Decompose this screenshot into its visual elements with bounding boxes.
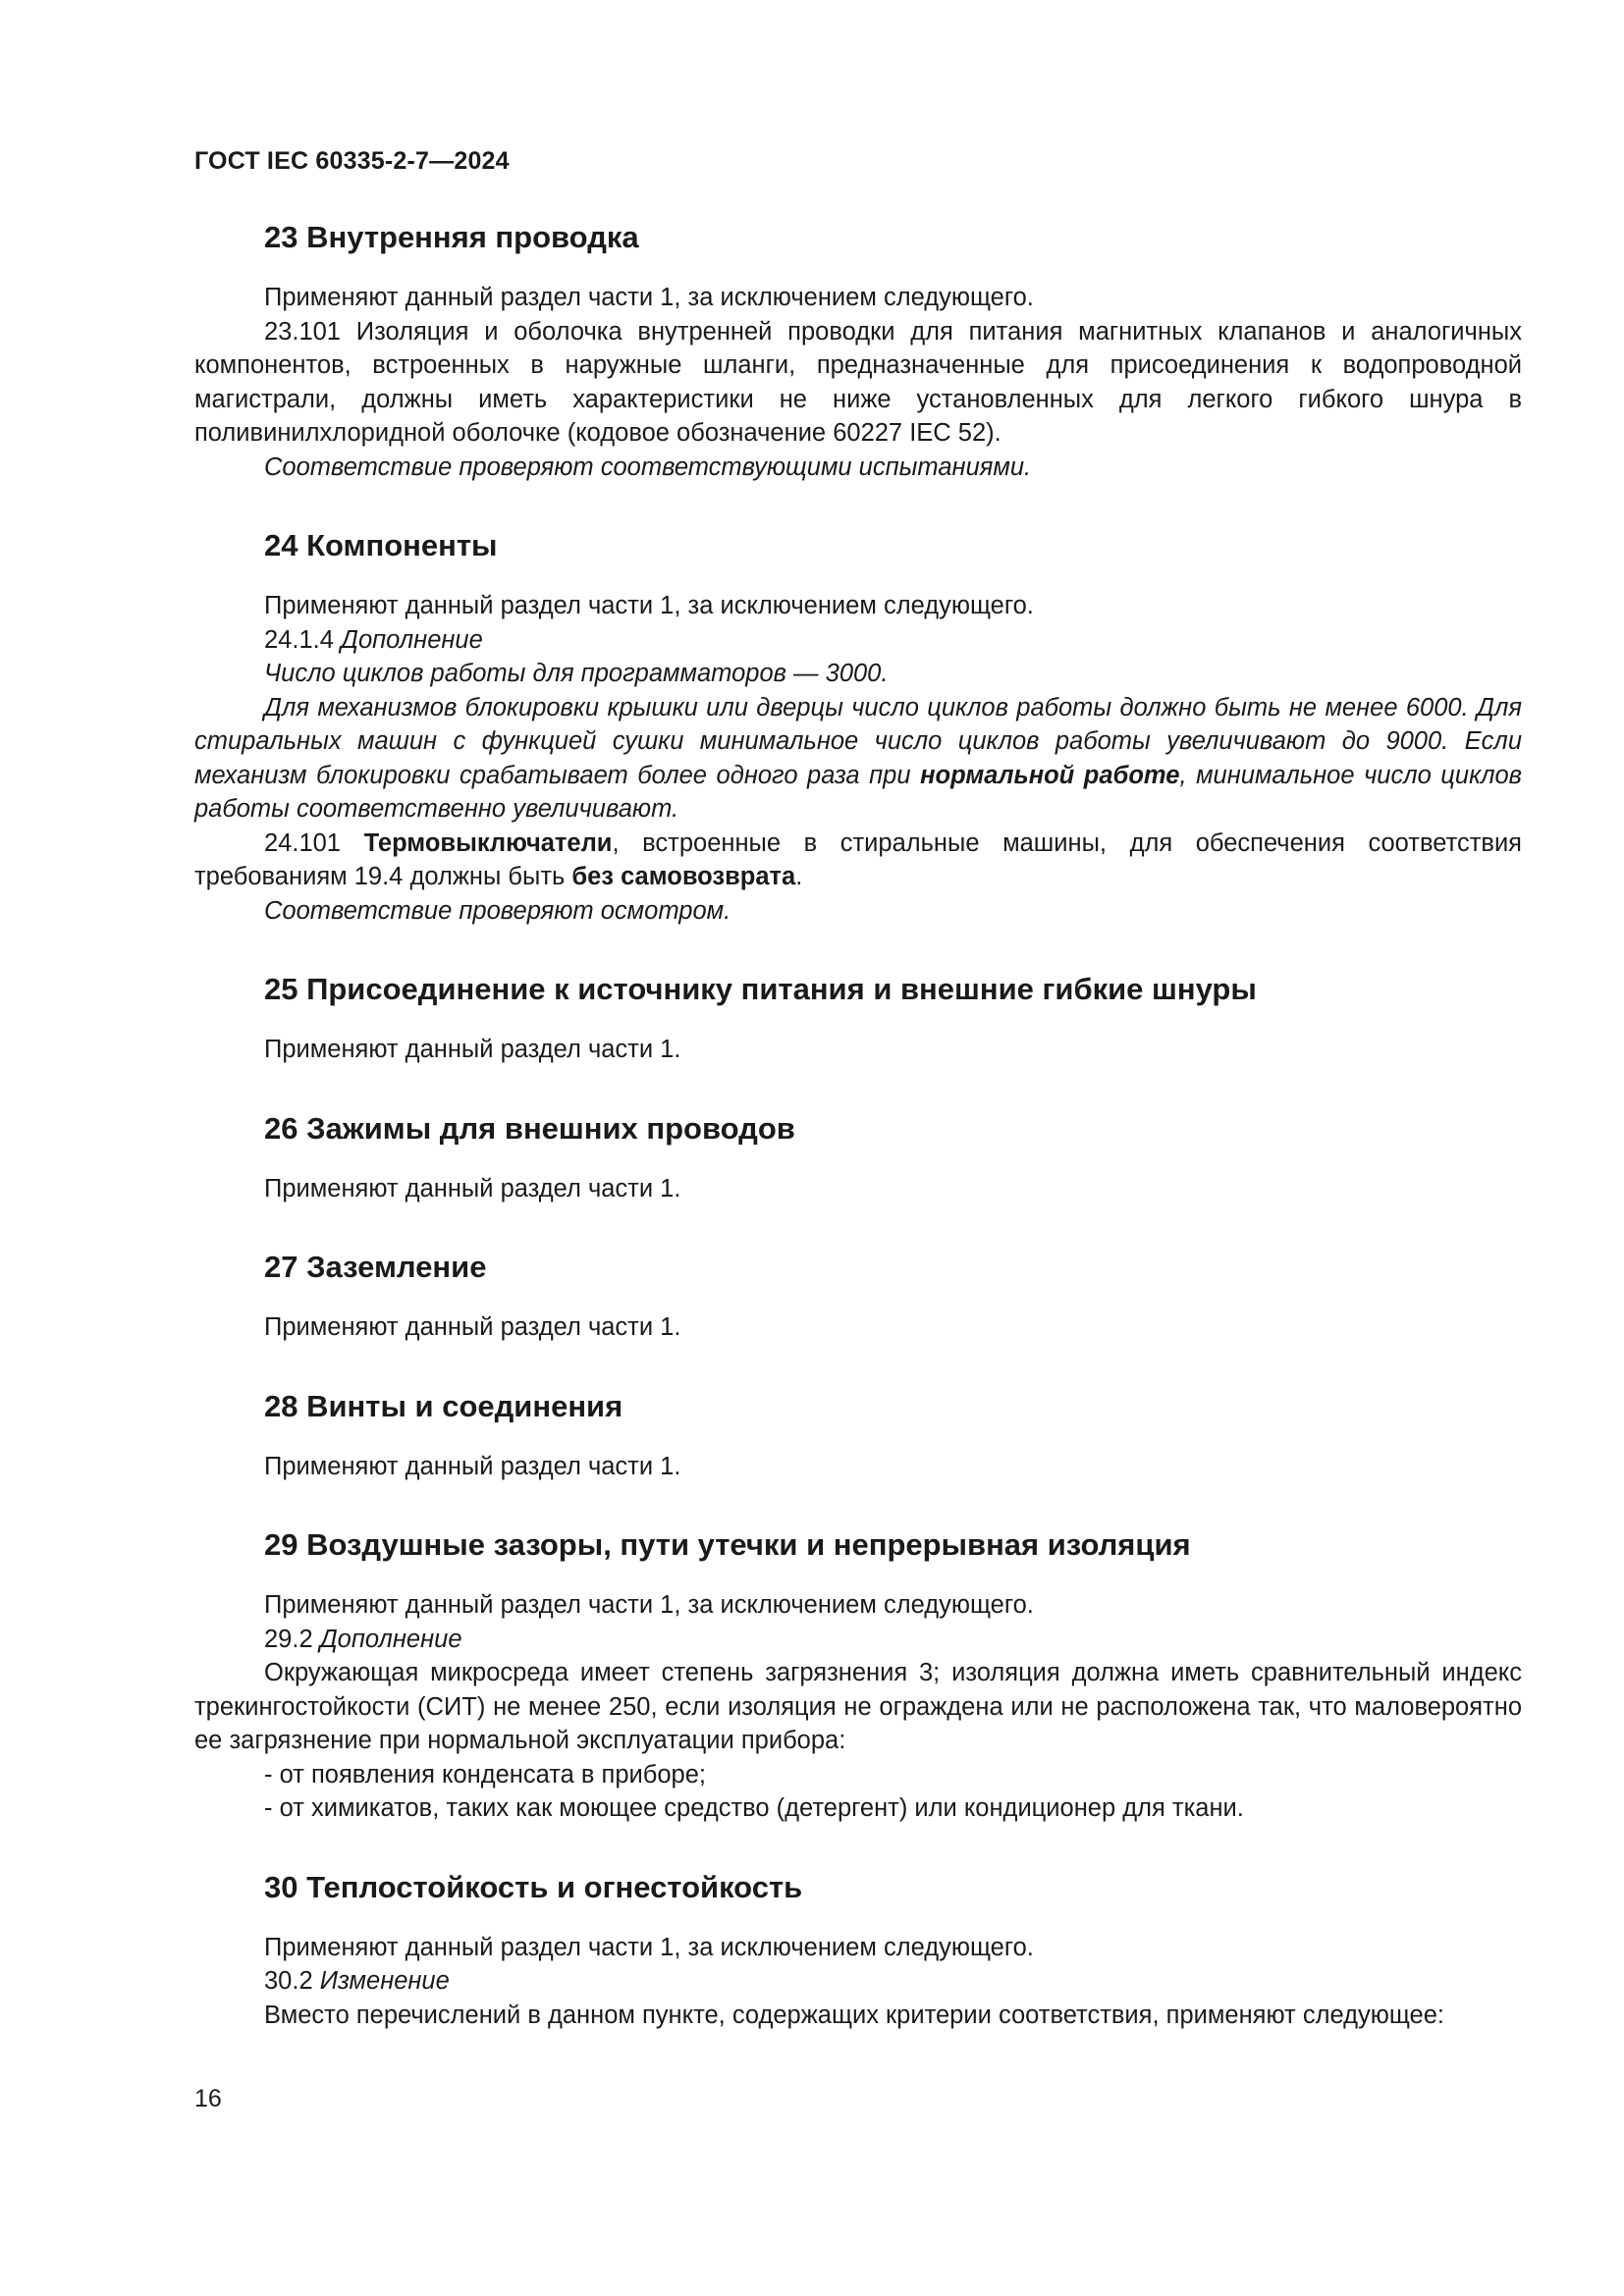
clause-heading: [194, 1623, 1522, 1657]
paragraph: Применяют данный раздел части 1.: [264, 1174, 681, 1202]
section-title: 27 Заземление: [264, 1250, 487, 1284]
paragraph: Окружающая микросреда имеет степень загрязнения 3; изоляция должна иметь сравнительный индекс трекингостойкости (СИТ) не менее 250, если изоляция не ограждена или не расположена так, что маловероятно ее загрязнение при нормальной эксплуатации прибора:: [194, 1659, 1522, 1754]
paragraph: Вместо перечислений в данном пункте, содержащих критерии соответствия, применяют следующее:: [264, 2001, 1444, 2029]
page-number: 16: [194, 2085, 222, 2112]
list-item: - от появления конденсата в приборе;: [264, 1760, 706, 1789]
clause-number: 24.1.4: [264, 625, 341, 654]
clause-label: Дополнение: [319, 1625, 462, 1653]
section-30: [194, 1868, 1522, 2033]
paragraph: Применяют данный раздел части 1, за исключением следующего.: [264, 1933, 1034, 1961]
section-28: [194, 1387, 1522, 1484]
paragraph: Применяют данный раздел части 1.: [264, 1452, 681, 1480]
section-title: 25 Присоединение к источнику питания и внешние гибкие шнуры: [264, 972, 1257, 1006]
section-title: 29 Воздушные зазоры, пути утечки и непрерывная изоляция: [264, 1527, 1191, 1562]
defined-term: нормальной работе: [920, 761, 1180, 789]
clause-heading: [194, 1964, 1522, 1999]
clause-number: 30.2: [264, 1967, 320, 1995]
compliance-note: Соответствие проверяют осмотром.: [264, 896, 731, 925]
clause-label: Изменение: [319, 1967, 450, 1995]
text-run: , минимальное число циклов работы соответственно увеличивают.: [194, 761, 1522, 823]
section-25: [194, 970, 1522, 1067]
section-23: [194, 218, 1522, 484]
section-29: [194, 1525, 1522, 1826]
paragraph: Применяют данный раздел части 1, за исключением следующего.: [264, 592, 1034, 619]
page-content: [194, 218, 1522, 2032]
section-26: [194, 1109, 1522, 1206]
defined-term: Термовыключатели: [363, 828, 613, 857]
paragraph: 23.101 Изоляция и оболочка внутренней проводки для питания магнитных клапанов и аналогичных компонентов, встроенных в наружные шланги, предназначенные для присоединения к водопроводной магистрали, должны иметь характеристики не ниже установленных для легкого гибкого шнура в поливинилхлоридной оболочке (кодовое обозначение 60227 IEC 52).: [194, 317, 1522, 447]
clause-heading: [194, 623, 1522, 658]
paragraph: Применяют данный раздел части 1.: [264, 1036, 681, 1063]
section-24: [194, 526, 1522, 928]
clause-number: 24.101: [264, 828, 364, 857]
section-title: 28 Винты и соединения: [264, 1388, 623, 1423]
compliance-note: Соответствие проверяют соответствующими испытаниями.: [264, 453, 1032, 481]
paragraph: Применяют данный раздел части 1, за исключением следующего.: [264, 1591, 1034, 1619]
text-run: , встроенные в стиральные машины, для обеспечения соответствия требованиям 19.4 должны быть: [194, 828, 1522, 890]
list-item: - от химикатов, таких как моющее средство (детергент) или кондиционер для ткани.: [264, 1794, 1244, 1822]
section-27: [194, 1248, 1522, 1345]
section-title: 24 Компоненты: [264, 528, 498, 562]
document-header: ГОСТ IEC 60335-2-7—2024: [194, 147, 510, 175]
paragraph: Применяют данный раздел части 1, за исключением следующего.: [264, 284, 1034, 311]
section-title: 30 Теплостойкость и огнестойкость: [264, 1869, 803, 1904]
clause-number: 29.2: [264, 1625, 320, 1653]
section-title: 23 Внутренняя проводка: [264, 220, 639, 254]
defined-term: без самовозврата: [571, 863, 796, 890]
paragraph: Применяют данный раздел части 1.: [264, 1313, 681, 1341]
clause-label: Дополнение: [340, 625, 483, 654]
text-run: .: [795, 863, 803, 890]
paragraph: [194, 691, 1522, 827]
section-title: 26 Зажимы для внешних проводов: [264, 1110, 795, 1146]
paragraph: Число циклов работы для программаторов — 3000.: [264, 660, 889, 687]
text-run: Для механизмов блокировки крышки или дверцы число циклов работы должно быть не менее 6000. Для стиральных машин с функцией сушки минимальное число циклов работы увеличивают до 9000. Если механизм блокировки срабатывает более одного раза при: [194, 693, 1522, 789]
paragraph: [194, 827, 1522, 894]
